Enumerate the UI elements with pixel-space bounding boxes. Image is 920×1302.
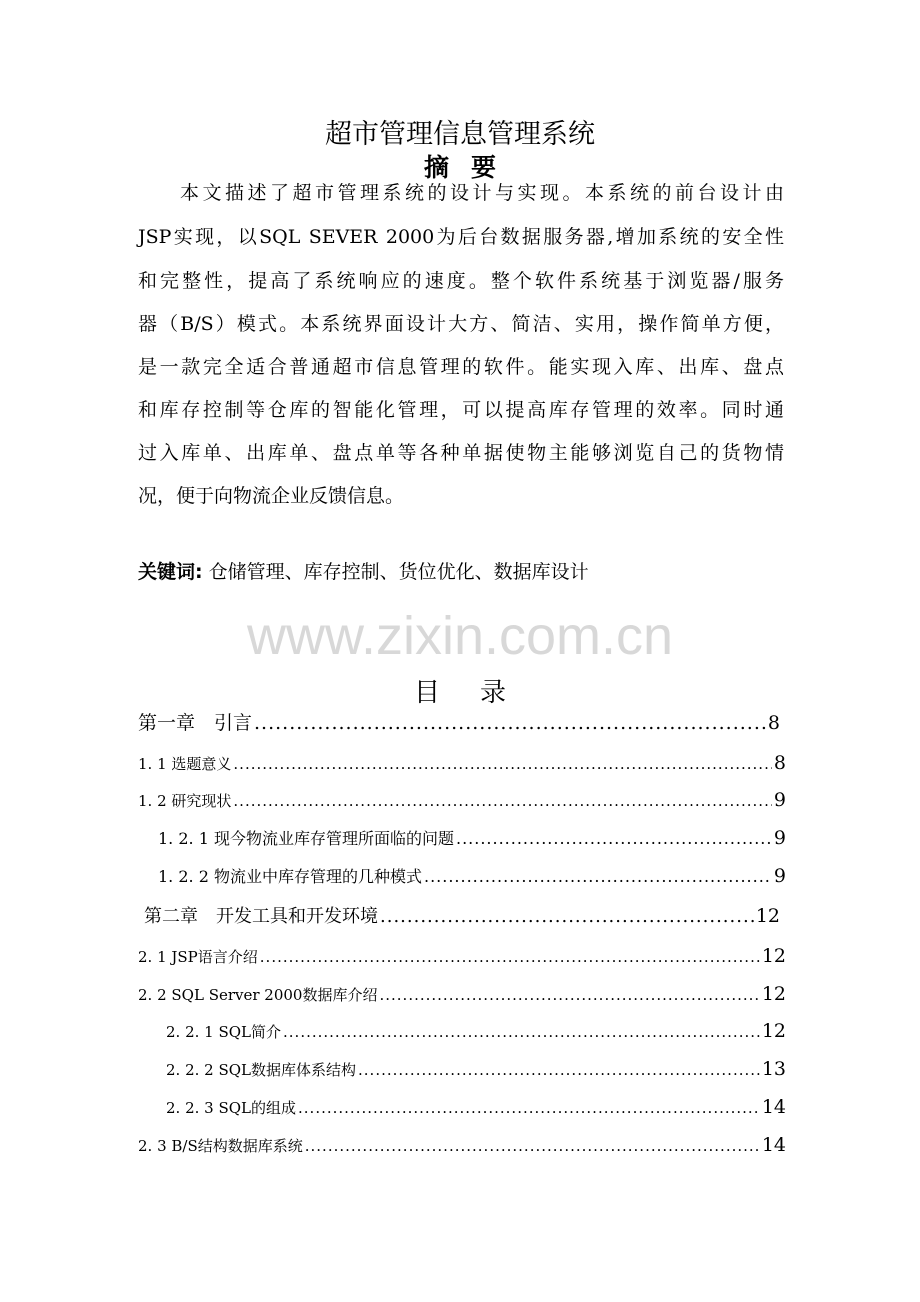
abstract-line: JSP实现，以SQL SEVER 2000为后台数据服务器,增加系统的安全性 <box>138 226 784 248</box>
abstract-line: 和完整性，提高了系统响应的速度。整个软件系统基于浏览器/服务 <box>138 270 784 292</box>
toc-entry-text: 2. 2. 1 SQL简介 <box>166 1023 282 1041</box>
abstract-line: 器（B/S）模式。本系统界面设计大方、简洁、实用，操作简单方便， <box>138 313 784 335</box>
abstract-line: 本文描述了超市管理系统的设计与实现。本系统的前台设计由 <box>180 182 784 204</box>
toc-entry[interactable] <box>138 752 786 776</box>
toc-entry[interactable] <box>138 789 786 813</box>
toc-entry-text: 2. 2. 3 SQL的组成 <box>166 1099 297 1117</box>
toc-page: 8 <box>773 752 786 774</box>
toc-leader <box>260 948 760 966</box>
toc-entry-text: 1. 1 选题意义 <box>138 755 232 773</box>
toc-page: 14 <box>761 1134 786 1156</box>
toc-page: 13 <box>761 1058 786 1080</box>
abstract-line: 过入库单、出库单、盘点单等各种单据使物主能够浏览自己的货物情 <box>138 442 784 464</box>
toc-entry-text: 第一章 引言 <box>138 712 253 734</box>
toc-leader <box>380 906 754 927</box>
toc-leader <box>456 829 772 848</box>
toc-leader <box>233 792 772 810</box>
toc-entry-text: 2. 2. 2 SQL数据库体系结构 <box>166 1061 357 1079</box>
toc-entry-text: 2. 3 B/S结构数据库系统 <box>138 1137 303 1155</box>
watermark: www.zixin.com.cn <box>246 606 674 666</box>
toc-page: 9 <box>773 865 786 887</box>
toc-leader <box>283 1023 760 1041</box>
toc-entry-text: 2. 1 JSP语言介绍 <box>138 948 258 966</box>
toc-page: 8 <box>767 712 780 734</box>
toc-entry[interactable] <box>138 1134 786 1158</box>
toc-leader <box>424 867 772 886</box>
toc-leader <box>233 755 772 773</box>
toc-entry[interactable] <box>166 1058 786 1082</box>
toc-heading: 目录 <box>413 678 546 708</box>
toc-entry-text: 第二章 开发工具和开发环境 <box>144 906 378 927</box>
toc-leader <box>254 712 766 734</box>
keywords-text: 仓储管理、库存控制、货位优化、数据库设计 <box>208 561 589 583</box>
keywords-label: 关键词: <box>138 561 203 583</box>
toc-leader <box>379 986 759 1004</box>
toc-entry[interactable] <box>138 945 786 969</box>
toc-page: 12 <box>761 945 786 967</box>
toc-entry-text: 2. 2 SQL Server 2000数据库介绍 <box>138 986 378 1004</box>
toc-page: 12 <box>755 905 780 927</box>
toc-entry-text: 1. 2. 1 现今物流业库存管理所面临的问题 <box>158 829 454 848</box>
abstract-line: 是一款完全适合普通超市信息管理的软件。能实现入库、出库、盘点 <box>138 356 784 378</box>
toc-entry[interactable] <box>138 708 780 732</box>
toc-page: 14 <box>761 1096 786 1118</box>
toc-entry-text: 1. 2 研究现状 <box>138 792 232 810</box>
toc-page: 12 <box>761 983 786 1005</box>
abstract-line: 和库存控制等仓库的智能化管理，可以提高库存管理的效率。同时通 <box>138 399 784 421</box>
toc-entry[interactable] <box>158 864 786 888</box>
toc-entry[interactable] <box>144 902 780 926</box>
toc-entry[interactable] <box>158 826 786 850</box>
toc-page: 12 <box>761 1020 786 1042</box>
toc-entry[interactable] <box>166 1096 786 1120</box>
toc-page: 9 <box>773 789 786 811</box>
document-title: 超市管理信息管理系统 <box>325 119 595 150</box>
keywords <box>138 557 589 584</box>
toc-entry[interactable] <box>166 1020 786 1044</box>
abstract-line: 况，便于向物流企业反馈信息。 <box>138 485 405 507</box>
toc-leader <box>305 1137 760 1155</box>
abstract-heading: 摘要 <box>423 153 518 182</box>
toc-entry[interactable] <box>138 983 786 1007</box>
toc-leader <box>358 1061 760 1079</box>
toc-page: 9 <box>773 827 786 849</box>
toc-entry-text: 1. 2. 2 物流业中库存管理的几种模式 <box>158 867 422 886</box>
toc-leader <box>298 1099 760 1117</box>
